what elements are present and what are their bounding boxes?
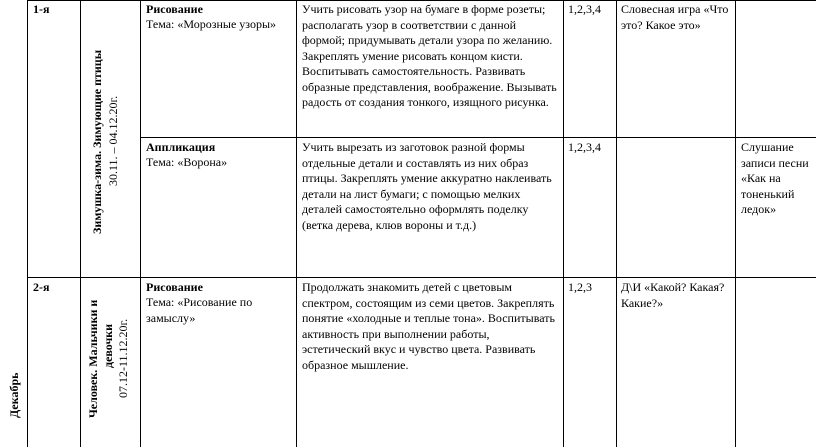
activity-refs: 1,2,3: [568, 280, 592, 294]
week-theme: Человек. Мальчики и: [86, 299, 100, 418]
activity-type: Рисование: [146, 2, 203, 16]
week-number: 2-я: [33, 280, 50, 294]
activity-game: Словесная игра «Что это? Какое это»: [621, 2, 729, 32]
activity-type: Аппликация: [146, 140, 216, 154]
activity-topic: Тема: «Морозные узоры»: [146, 17, 277, 31]
activity-extra: Слушание записи песни «Как на тоненький ледок»: [741, 140, 809, 216]
week-theme: Зимушка-зима. Зимующие птицы: [90, 49, 104, 234]
week-dates: 07.12-11.12.20г.: [116, 318, 130, 398]
activity-topic: Тема: «Ворона»: [146, 155, 228, 169]
week-theme: девочки: [101, 323, 115, 368]
activity-goals: Продолжать знакомить детей с цветовым спектром, состоящим из семи цветов. Закреплять понятие «холодные и теплые тона». Воспитывать активность при выполнении работы, эстетический вкус и чувство цвета. Развивать образное мышление.: [302, 280, 555, 372]
activity-refs: 1,2,3,4: [568, 140, 601, 154]
activity-refs: 1,2,3,4: [568, 2, 601, 16]
week-dates: 30.11. – 04.12.20г.: [106, 95, 120, 186]
activity-type: Рисование: [146, 280, 203, 294]
week-number: 1-я: [33, 2, 50, 16]
activity-topic: Тема: «Рисование по замыслу»: [146, 295, 253, 325]
activity-goals: Учить вырезать из заготовок разной формы отдельные детали и составлять из них образ птицы. Закреплять умение аккуратно наклеивать детали на лист бумаги; с помощью мелких деталей самостоятельно оформлять поделку (ветка дерева, клюв вороны и т.д.): [302, 140, 552, 232]
month-label: Декабрь: [7, 372, 21, 418]
activity-game: Д\И «Какой? Какая? Какие?»: [621, 280, 725, 310]
activity-goals: Учить рисовать узор на бумаге в форме розеты; располагать узор в соответствии с данной формой; придумывать детали узора по желанию. Закреплять умение рисовать концом кисти. Воспитывать самостоятельность. Развивать образные представления, воображение. Вызывать радость от создания тонкого, изящного рисунка.: [302, 2, 557, 109]
